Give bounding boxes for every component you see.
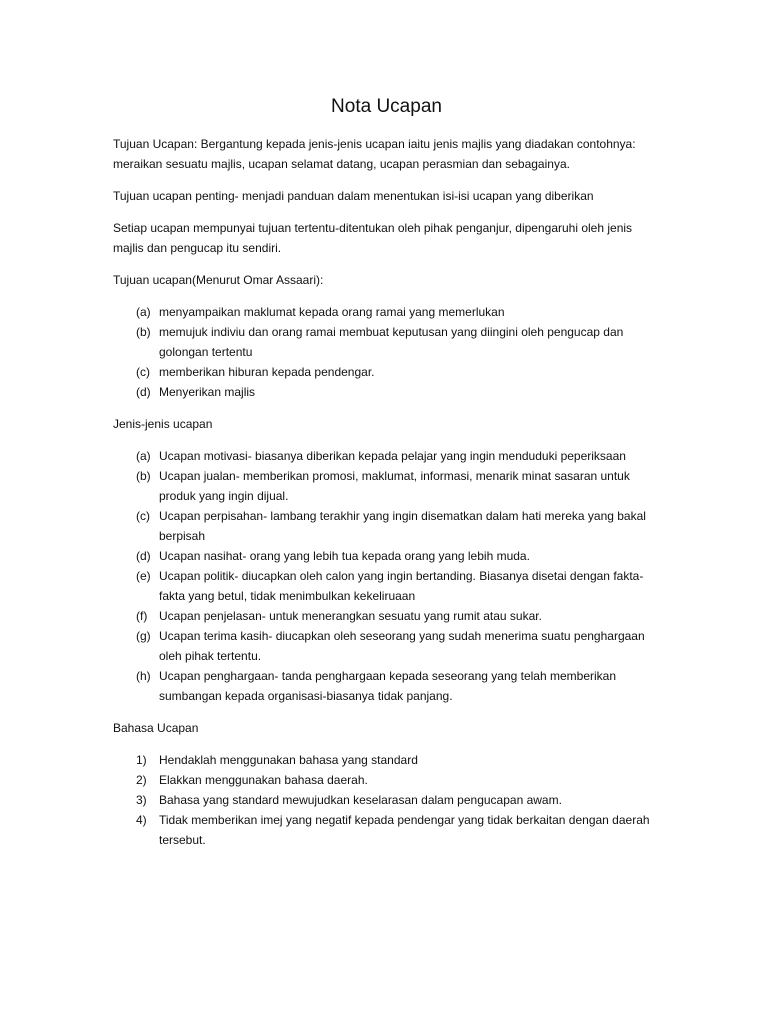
tujuan-list <box>113 302 660 402</box>
list-item-text: Bahasa yang standard mewujudkan keselarasan dalam pengucapan awam. <box>159 793 562 807</box>
tujuan-heading: Tujuan ucapan(Menurut Omar Assaari): <box>113 273 324 287</box>
list-marker: 4) <box>136 813 147 827</box>
list-marker: (a) <box>136 305 151 319</box>
bahasa-heading: Bahasa Ucapan <box>113 721 199 735</box>
paragraph-tujuan-penting: Tujuan ucapan penting- menjadi panduan dalam menentukan isi-isi ucapan yang diberikan <box>113 189 594 203</box>
list-item <box>113 322 660 362</box>
list-marker: (b) <box>136 325 151 339</box>
list-item-text: Hendaklah menggunakan bahasa yang standard <box>159 753 418 767</box>
list-marker: (d) <box>136 549 151 563</box>
jenis-list <box>113 446 660 706</box>
list-marker: 1) <box>136 753 147 767</box>
list-item-text: Ucapan politik- diucapkan oleh calon yang ingin bertanding. Biasanya disetai dengan fakta-fakta yang betul, tidak menimbulkan kekeliruaan <box>159 569 644 603</box>
list-marker: (e) <box>136 569 151 583</box>
list-item-text: memberikan hiburan kepada pendengar. <box>159 365 375 379</box>
list-item <box>113 382 660 402</box>
list-item-text: Ucapan jualan- memberikan promosi, maklumat, informasi, menarik minat sasaran untuk produk yang ingin dijual. <box>159 469 630 503</box>
list-item <box>113 446 660 466</box>
list-item-text: Menyerikan majlis <box>159 385 256 399</box>
list-marker: (c) <box>136 365 150 379</box>
list-item-text: Elakkan menggunakan bahasa daerah. <box>159 773 368 787</box>
list-item <box>113 302 660 322</box>
list-marker: (g) <box>136 629 151 643</box>
list-item <box>113 810 660 850</box>
bahasa-list <box>113 750 660 850</box>
list-item-text: Tidak memberikan imej yang negatif kepada pendengar yang tidak berkaitan dengan daerah tersebut. <box>159 813 650 847</box>
list-item <box>113 750 660 770</box>
list-item <box>113 466 660 506</box>
list-item <box>113 666 660 706</box>
list-item <box>113 546 660 566</box>
list-item <box>113 606 660 626</box>
list-item <box>113 790 660 810</box>
list-marker: (h) <box>136 669 151 683</box>
list-marker: 2) <box>136 773 147 787</box>
list-marker: (c) <box>136 509 150 523</box>
paragraph-tujuan-ucapan: Tujuan Ucapan: Bergantung kepada jenis-jenis ucapan iaitu jenis majlis yang diadakan contohnya: meraikan sesuatu majlis, ucapan selamat datang, ucapan perasmian dan sebagainya. <box>113 137 636 171</box>
list-item <box>113 506 660 546</box>
list-item <box>113 362 660 382</box>
list-item <box>113 626 660 666</box>
page-title: Nota Ucapan <box>331 96 442 117</box>
jenis-heading: Jenis-jenis ucapan <box>113 417 213 431</box>
list-marker: (a) <box>136 449 151 463</box>
list-item-text: memujuk indiviu dan orang ramai membuat keputusan yang diingini oleh pengucap dan golongan tertentu <box>159 325 624 359</box>
list-item <box>113 770 660 790</box>
list-item-text: Ucapan penjelasan- untuk menerangkan sesuatu yang rumit atau sukar. <box>159 609 542 623</box>
paragraph-setiap-ucapan: Setiap ucapan mempunyai tujuan tertentu-ditentukan oleh pihak penganjur, dipengaruhi oleh jenis majlis dan pengucap itu sendiri. <box>113 221 633 255</box>
list-item-text: Ucapan penghargaan- tanda penghargaan kepada seseorang yang telah memberikan sumbangan kepada organisasi-biasanya tidak panjang. <box>159 669 617 703</box>
list-marker: (b) <box>136 469 151 483</box>
list-item <box>113 566 660 606</box>
list-marker: 3) <box>136 793 147 807</box>
list-item-text: Ucapan terima kasih- diucapkan oleh seseorang yang sudah menerima suatu penghargaan oleh pihak tertentu. <box>159 629 645 663</box>
list-item-text: menyampaikan maklumat kepada orang ramai yang memerlukan <box>159 305 505 319</box>
list-marker: (f) <box>136 609 148 623</box>
list-marker: (d) <box>136 385 151 399</box>
list-item-text: Ucapan perpisahan- lambang terakhir yang ingin disematkan dalam hati mereka yang bakal berpisah <box>159 509 646 543</box>
list-item-text: Ucapan nasihat- orang yang lebih tua kepada orang yang lebih muda. <box>159 549 530 563</box>
list-item-text: Ucapan motivasi- biasanya diberikan kepada pelajar yang ingin menduduki peperiksaan <box>159 449 626 463</box>
